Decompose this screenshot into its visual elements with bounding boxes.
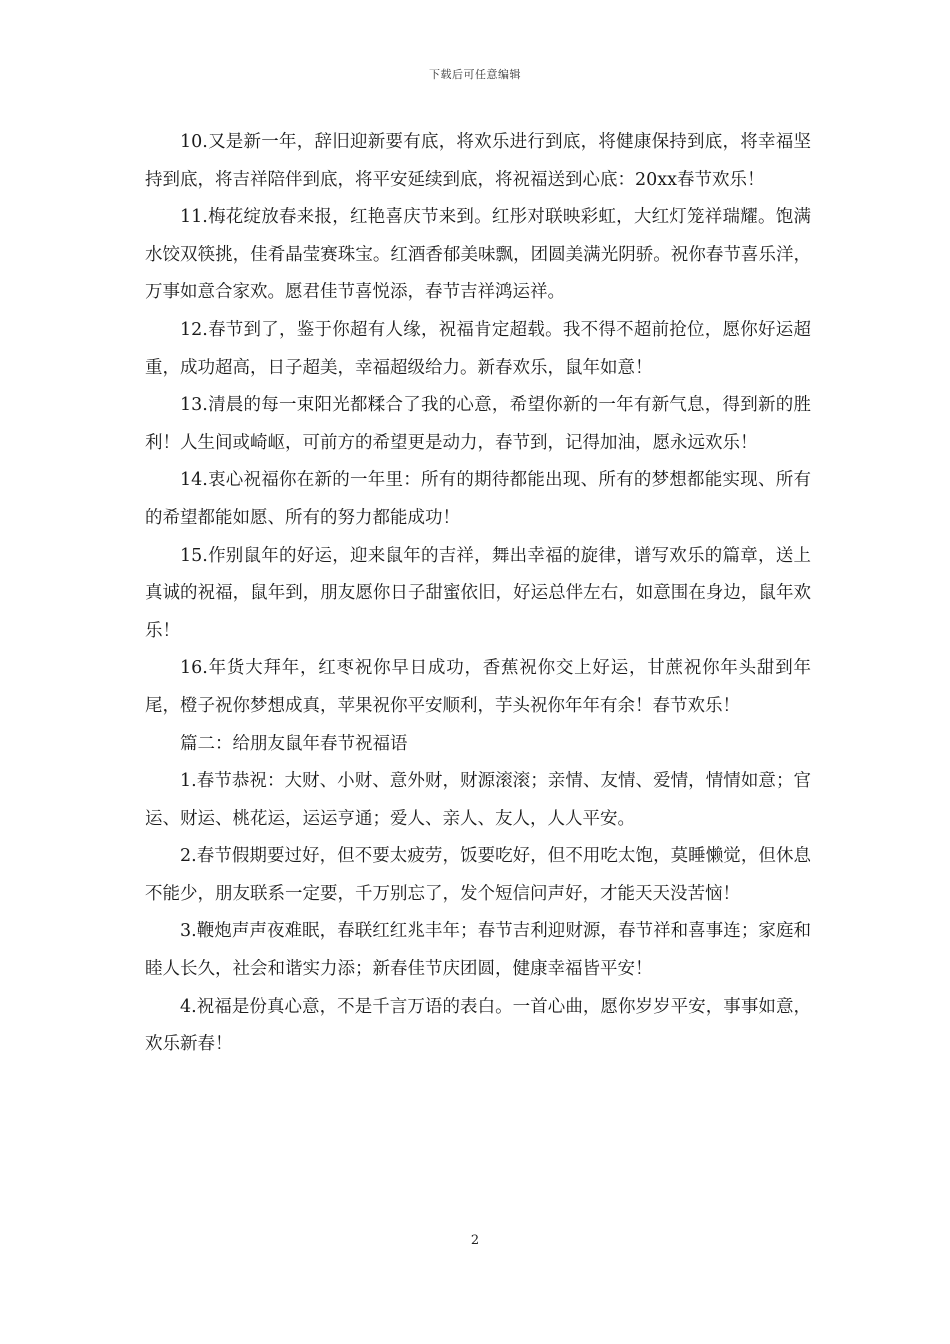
paragraph-16: 16.年货大拜年，红枣祝你早日成功，香蕉祝你交上好运，甘蔗祝你年头甜到年尾，橙子祝你梦想成真，苹果祝你平安顺利，芋头祝你年年有余！春节欢乐！ xyxy=(145,658,811,716)
paragraph-1: 1.春节恭祝：大财、小财、意外财，财源滚滚；亲情、友情、爱情，情情如意；官运、财运、桃花运，运运亨通；爱人、亲人、友人，人人平安。 xyxy=(145,771,811,829)
paragraph-11: 11.梅花绽放春来报，红艳喜庆节来到。红彤对联映彩虹，大红灯笼祥瑞耀。饱满水饺双筷挑，佳肴晶莹赛珠宝。红酒香郁美味飘，团圆美满光阴骄。祝你春节喜乐洋，万事如意合家欢。愿君佳节喜悦添，春节吉祥鸿运祥。 xyxy=(145,207,811,303)
paragraph-13: 13.清晨的每一束阳光都糅合了我的心意，希望你新的一年有新气息，得到新的胜利！人生间或崎岖，可前方的希望更是动力，春节到，记得加油，愿永远欢乐！ xyxy=(145,395,811,453)
paragraph-12: 12.春节到了，鉴于你超有人缘，祝福肯定超载。我不得不超前抢位，愿你好运超重，成功超高，日子超美，幸福超级给力。新春欢乐，鼠年如意！ xyxy=(145,319,811,378)
paragraph-15: 15.作别鼠年的好运，迎来鼠年的吉祥，舞出幸福的旋律，谱写欢乐的篇章，送上真诚的祝福，鼠年到，朋友愿你日子甜蜜依旧，好运总伴左右，如意围在身边，鼠年欢乐！ xyxy=(145,545,811,641)
page-number: 2 xyxy=(470,1233,480,1248)
paragraph-2: 2.春节假期要过好，但不要太疲劳，饭要吃好，但不用吃太饱，莫睡懒觉，但休息不能少，朋友联系一定要，千万别忘了，发个短信问声好，才能天天没苦恼！ xyxy=(145,846,811,904)
paragraph-4: 4.祝福是份真心意，不是千言万语的表白。一首心曲，愿你岁岁平安，事事如意，欢乐新春！ xyxy=(145,996,811,1055)
document-body xyxy=(145,124,811,1064)
paragraph-10: 10.又是新一年，辞旧迎新要有底，将欢乐进行到底，将健康保持到底，将幸福坚持到底，将吉祥陪伴到底，将平安延续到底，将祝福送到心底：20xx春节欢乐！ xyxy=(145,132,811,190)
section-heading: 篇二：给朋友鼠年春节祝福语 xyxy=(180,733,408,754)
paragraph-14: 14.衷心祝福你在新的一年里：所有的期待都能出现、所有的梦想都能实现、所有的希望都能如愿、所有的努力都能成功！ xyxy=(145,470,811,528)
header-note: 下载后可任意编辑 xyxy=(429,68,521,81)
paragraph-3: 3.鞭炮声声夜难眠，春联红红兆丰年；春节吉利迎财源，春节祥和喜事连；家庭和睦人长久，社会和谐实力添；新春佳节庆团圆，健康幸福皆平安！ xyxy=(145,921,811,980)
